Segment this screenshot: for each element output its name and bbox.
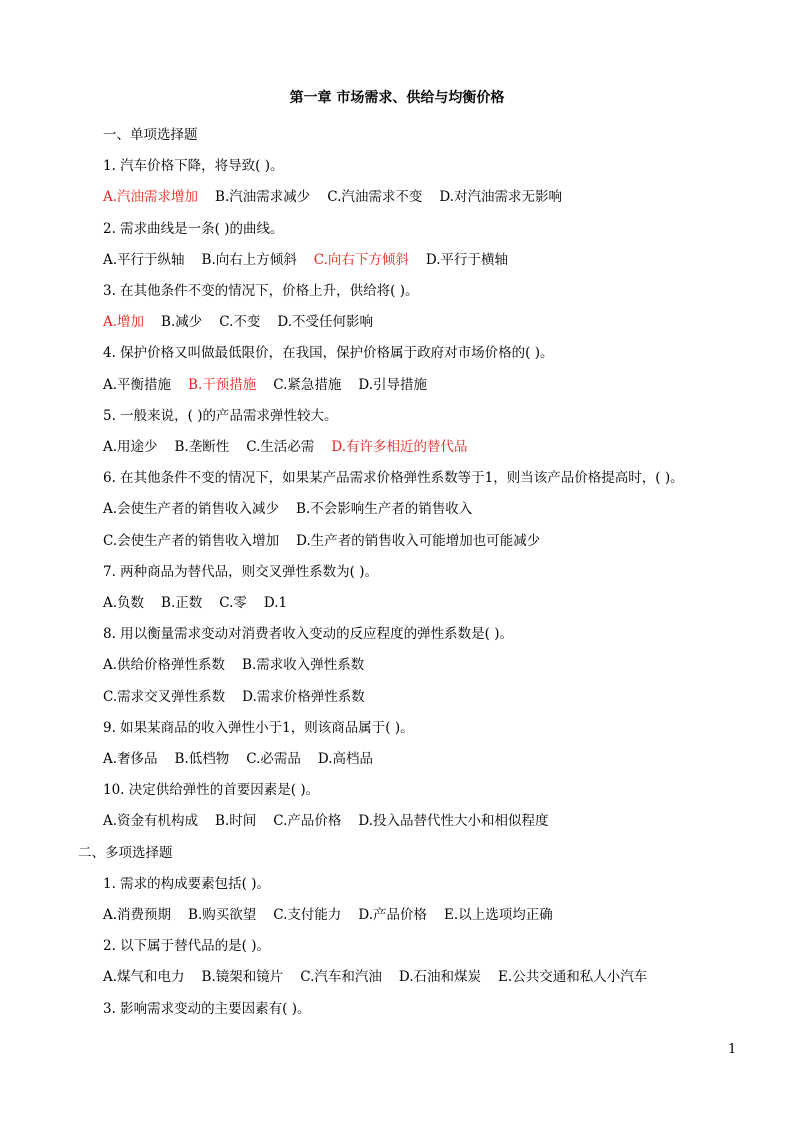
correct-option: A.汽油需求增加 [103, 189, 199, 206]
section-heading-multi-choice: 二、多项选择题 [78, 844, 173, 861]
option: D.对汽油需求无影响 [439, 189, 563, 206]
option: D.需求价格弹性系数 [242, 688, 365, 705]
option: B.不会影响生产者的销售收入 [296, 501, 473, 518]
correct-option: C.向右下方倾斜 [313, 251, 409, 268]
option: D.引导措施 [358, 376, 428, 393]
option: B.垄断性 [174, 439, 230, 455]
page-number: 1 [728, 1042, 737, 1057]
single-question-6: 6. 在其他条件不变的情况下，如果某产品需求价格弹性系数等于1，则当该产品价格提高时，( )。 [103, 470, 684, 487]
options-row [103, 810, 566, 832]
option: C.零 [219, 595, 247, 611]
option: D.高档品 [317, 751, 374, 767]
options-row [103, 748, 390, 770]
single-question-4: 4. 保护价格又叫做最低限价，在我国，保护价格属于政府对市场价格的( )。 [103, 345, 554, 362]
option: D.产品价格 [358, 907, 428, 923]
option: A.资金有机构成 [103, 813, 199, 830]
single-question-10: 10. 决定供给弹性的首要因素是( )。 [103, 782, 320, 799]
multi-question-1: 1. 需求的构成要素包括( )。 [103, 875, 270, 892]
option: A.消费预期 [103, 907, 172, 923]
options-row [103, 966, 664, 988]
multi-question-2: 2. 以下属于替代品的是( )。 [103, 938, 270, 955]
options-row [103, 654, 381, 676]
single-question-5: 5. 一般来说，( )的产品需求弹性较大。 [103, 407, 338, 424]
options-row [103, 249, 525, 271]
option: B.正数 [161, 595, 203, 611]
single-question-8: 8. 用以衡量需求变动对消费者收入变动的反应程度的弹性系数是( )。 [103, 626, 513, 643]
option: A.平衡措施 [103, 376, 172, 393]
options-row [103, 374, 444, 396]
option: E.公共交通和私人小汽车 [498, 969, 648, 986]
option: A.供给价格弹性系数 [103, 657, 226, 674]
option: C.需求交叉弹性系数 [103, 688, 226, 705]
single-question-2: 2. 需求曲线是一条( )的曲线。 [103, 220, 284, 237]
section-heading-single-choice: 一、单项选择题 [103, 127, 198, 143]
options-row [103, 530, 557, 552]
option: A.平行于纵轴 [103, 251, 185, 268]
single-question-3: 3. 在其他条件不变的情况下，价格上升，供给将( )。 [103, 283, 419, 299]
option: B.需求收入弹性系数 [242, 657, 365, 674]
option: D.生产者的销售收入可能增加也可能减少 [296, 532, 541, 549]
option: C.汽车和汽油 [300, 969, 382, 986]
options-row [103, 904, 570, 926]
option: B.镜架和镜片 [201, 969, 284, 986]
option: C.汽油需求不变 [327, 189, 423, 206]
chapter-title: 第一章 市场需求、供给与均衡价格 [289, 90, 505, 106]
option: D.不受任何影响 [277, 314, 374, 331]
options-row [103, 686, 382, 708]
option: C.不变 [219, 314, 261, 331]
correct-option: B.干预措施 [188, 376, 257, 393]
option: B.低档物 [174, 751, 230, 767]
option: D.投入品替代性大小和相似程度 [358, 813, 549, 830]
option: A.用途少 [103, 439, 158, 455]
options-row [103, 592, 304, 614]
option: C.会使生产者的销售收入增加 [103, 532, 280, 549]
options-row [103, 186, 579, 208]
option: A.奢侈品 [103, 751, 158, 767]
options-row [103, 311, 390, 333]
single-question-7: 7. 两种商品为替代品，则交叉弹性系数为( )。 [103, 563, 378, 580]
option: C.产品价格 [273, 813, 342, 830]
correct-option: D.有许多相近的替代品 [331, 439, 468, 455]
option: C.生活必需 [246, 439, 315, 455]
single-question-1: 1. 汽车价格下降，将导致( )。 [103, 158, 284, 175]
option: B.购买欲望 [188, 907, 257, 923]
correct-option: A.增加 [103, 314, 145, 331]
option: D.石油和煤炭 [398, 969, 482, 986]
option: D.1 [263, 595, 288, 611]
option: B.向右上方倾斜 [201, 251, 297, 268]
option: A.煤气和电力 [103, 969, 185, 986]
option: C.必需品 [246, 751, 301, 767]
option: A.负数 [103, 595, 145, 611]
option: B.时间 [215, 813, 257, 830]
option: D.平行于横轴 [425, 251, 509, 268]
option: A.会使生产者的销售收入减少 [103, 501, 280, 518]
option: C.支付能力 [273, 907, 342, 923]
option: B.汽油需求减少 [215, 189, 311, 206]
options-row [103, 436, 485, 458]
option: E.以上选项均正确 [444, 907, 553, 923]
single-question-9: 9. 如果某商品的收入弹性小于1，则该商品属于( )。 [103, 719, 414, 736]
options-row [103, 498, 489, 520]
option: C.紧急措施 [273, 376, 342, 393]
option: B.减少 [161, 314, 203, 331]
multi-question-3: 3. 影响需求变动的主要因素有( )。 [103, 1000, 311, 1017]
